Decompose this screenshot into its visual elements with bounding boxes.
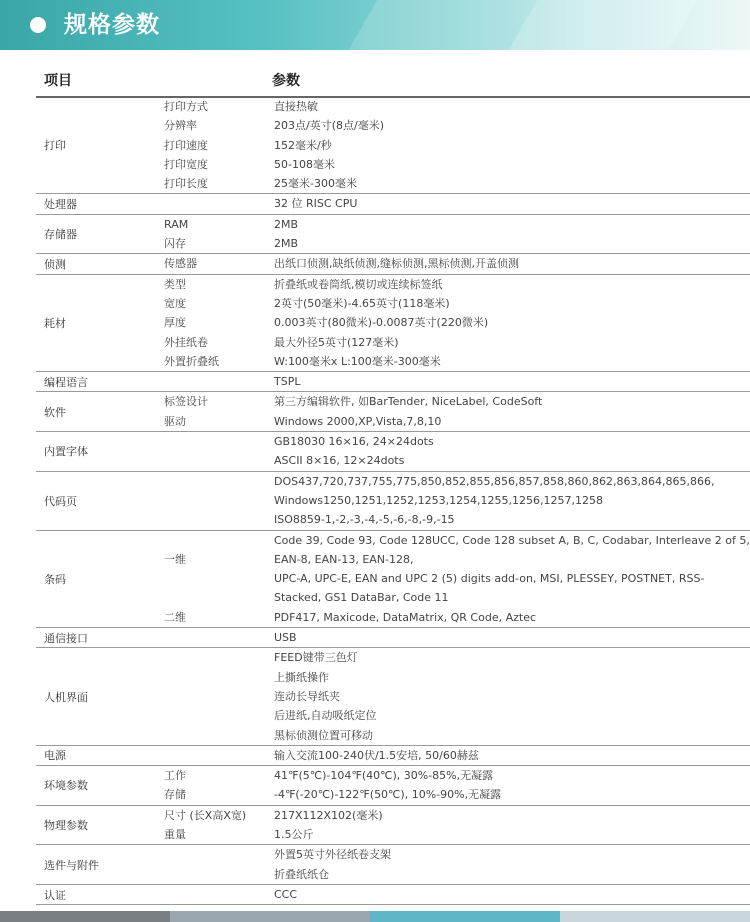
spec-subitem: 重量 bbox=[164, 827, 186, 841]
spec-category: 通信接口 bbox=[44, 631, 88, 645]
spec-group bbox=[36, 845, 750, 885]
spec-group bbox=[36, 215, 750, 255]
spec-value: 203点/英寸(8点/毫米) bbox=[274, 119, 384, 133]
spec-value: 黑标侦测位置可移动 bbox=[274, 728, 373, 742]
spec-group bbox=[36, 392, 750, 432]
spec-row bbox=[36, 116, 750, 135]
spec-row bbox=[36, 845, 750, 864]
spec-row bbox=[36, 628, 750, 647]
column-header-param: 参数 bbox=[272, 73, 300, 89]
spec-subitem: 驱动 bbox=[164, 414, 186, 428]
spec-row bbox=[36, 865, 750, 884]
spec-row bbox=[36, 254, 750, 273]
spec-row bbox=[36, 885, 750, 904]
spec-subitem: 打印宽度 bbox=[164, 157, 208, 171]
spec-value: 25毫米-300毫米 bbox=[274, 177, 357, 191]
spec-row bbox=[36, 174, 750, 193]
spec-group bbox=[36, 806, 750, 846]
spec-row bbox=[36, 531, 750, 550]
spec-value: 出纸口侦测,缺纸侦测,缝标侦测,黑标侦测,开盖侦测 bbox=[274, 257, 519, 271]
section-banner bbox=[0, 0, 750, 50]
spec-value: PDF417, Maxicode, DataMatrix, QR Code, Aztec bbox=[274, 610, 537, 624]
spec-category: 内置字体 bbox=[44, 445, 88, 459]
spec-subitem: 一维 bbox=[164, 552, 186, 566]
spec-subitem: 二维 bbox=[164, 610, 186, 624]
spec-category: 打印 bbox=[44, 139, 66, 153]
spec-value: ASCII 8×16, 12×24dots bbox=[274, 454, 405, 468]
spec-value: CCC bbox=[274, 887, 298, 901]
spec-row bbox=[36, 136, 750, 155]
section-title: 规格参数 bbox=[64, 12, 160, 38]
spec-row bbox=[36, 588, 750, 607]
spec-row bbox=[36, 806, 750, 825]
spec-group bbox=[36, 628, 750, 648]
spec-value: 41℉(5℃)-104℉(40℃), 30%-85%,无凝露 bbox=[274, 769, 494, 783]
spec-subitem: 分辨率 bbox=[164, 119, 197, 133]
spec-category: 存储器 bbox=[44, 228, 77, 242]
spec-group bbox=[36, 97, 750, 194]
spec-row bbox=[36, 472, 750, 491]
spec-subitem: 标签设计 bbox=[164, 395, 208, 409]
spec-row bbox=[36, 550, 750, 569]
spec-value: ISO8859-1,-2,-3,-4,-5,-6,-8,-9,-15 bbox=[274, 513, 455, 527]
footer-segment bbox=[370, 911, 560, 922]
spec-category: 编程语言 bbox=[44, 375, 88, 389]
spec-row bbox=[36, 275, 750, 294]
spec-value: 外置5英寸外径纸卷支架 bbox=[274, 848, 391, 862]
spec-subitem: 外挂纸卷 bbox=[164, 335, 208, 349]
spec-row bbox=[36, 668, 750, 687]
spec-value: 2英寸(50毫米)-4.65英寸(118毫米) bbox=[274, 296, 450, 310]
spec-value: 2MB bbox=[274, 217, 299, 231]
spec-row bbox=[36, 726, 750, 745]
spec-category: 处理器 bbox=[44, 198, 77, 212]
spec-value: TSPL bbox=[274, 375, 301, 389]
spec-row bbox=[36, 333, 750, 352]
spec-category: 选件与附件 bbox=[44, 858, 99, 872]
spec-value: 最大外径5英寸(127毫米) bbox=[274, 335, 399, 349]
spec-row bbox=[36, 412, 750, 431]
spec-value: EAN-8, EAN-13, EAN-128, bbox=[274, 552, 414, 566]
spec-row bbox=[36, 215, 750, 234]
spec-row bbox=[36, 706, 750, 725]
spec-subitem: 类型 bbox=[164, 277, 186, 291]
spec-subitem: 闪存 bbox=[164, 237, 186, 251]
spec-value: -4℉(-20℃)-122℉(50℃), 10%-90%,无凝露 bbox=[274, 788, 502, 802]
spec-value: 连动长导纸夹 bbox=[274, 689, 340, 703]
spec-category: 环境参数 bbox=[44, 779, 88, 793]
spec-subitem: 打印长度 bbox=[164, 177, 208, 191]
spec-row bbox=[36, 648, 750, 667]
spec-value: W:100毫米x L:100毫米-300毫米 bbox=[274, 354, 441, 368]
spec-category: 软件 bbox=[44, 405, 66, 419]
spec-subitem: 工作 bbox=[164, 769, 186, 783]
spec-row bbox=[36, 825, 750, 844]
bullet-dot-icon bbox=[30, 17, 46, 33]
spec-subitem: 打印方式 bbox=[164, 100, 208, 113]
footer-bar bbox=[0, 911, 750, 922]
spec-value: 0.003英寸(80微米)-0.0087英寸(220微米) bbox=[274, 316, 489, 330]
spec-row bbox=[36, 766, 750, 785]
spec-subitem: 宽度 bbox=[164, 296, 186, 310]
footer-segment bbox=[0, 911, 170, 922]
spec-value: Stacked, GS1 DataBar, Code 11 bbox=[274, 591, 449, 605]
spec-value: UPC-A, UPC-E, EAN and UPC 2 (5) digits add-on, MSI, PLESSEY, POSTNET, RSS- bbox=[274, 572, 705, 586]
spec-row bbox=[36, 510, 750, 529]
spec-row bbox=[36, 451, 750, 470]
spec-value: 50-108毫米 bbox=[274, 157, 335, 171]
spec-table bbox=[36, 97, 750, 905]
spec-subitem: 打印速度 bbox=[164, 138, 208, 152]
spec-row bbox=[36, 294, 750, 313]
spec-row bbox=[36, 97, 750, 116]
spec-value: 32 位 RISC CPU bbox=[274, 197, 358, 211]
spec-category: 电源 bbox=[44, 749, 66, 763]
spec-value: GB18030 16×16, 24×24dots bbox=[274, 435, 434, 449]
spec-value: 输入交流100-240伏/1.5安培, 50/60赫兹 bbox=[274, 748, 479, 762]
spec-group bbox=[36, 472, 750, 531]
spec-row bbox=[36, 608, 750, 627]
spec-category: 代码页 bbox=[44, 494, 77, 508]
spec-subitem: 外置折叠纸 bbox=[164, 354, 219, 368]
spec-value: 1.5公斤 bbox=[274, 827, 314, 841]
spec-row bbox=[36, 432, 750, 451]
spec-value: Windows 2000,XP,Vista,7,8,10 bbox=[274, 414, 442, 428]
spec-row bbox=[36, 313, 750, 332]
spec-row bbox=[36, 372, 750, 391]
spec-value: 直接热敏 bbox=[274, 100, 318, 113]
column-header-item: 项目 bbox=[44, 73, 72, 89]
spec-category: 侦测 bbox=[44, 258, 66, 272]
spec-subitem: 存储 bbox=[164, 788, 186, 802]
spec-row bbox=[36, 569, 750, 588]
spec-category: 人机界面 bbox=[44, 690, 88, 704]
spec-category: 物理参数 bbox=[44, 818, 88, 832]
spec-value: USB bbox=[274, 631, 297, 645]
spec-row bbox=[36, 785, 750, 804]
spec-value: FEED键带三色灯 bbox=[274, 651, 358, 665]
spec-value: 折叠纸纸仓 bbox=[274, 867, 329, 881]
spec-row bbox=[36, 155, 750, 174]
spec-subitem: 尺寸 (长X高X宽) bbox=[164, 808, 247, 822]
spec-group bbox=[36, 372, 750, 392]
spec-group bbox=[36, 648, 750, 745]
spec-value: 2MB bbox=[274, 237, 299, 251]
spec-value: 152毫米/秒 bbox=[274, 138, 332, 152]
spec-value: DOS437,720,737,755,775,850,852,855,856,857,858,860,862,863,864,865,866, bbox=[274, 474, 715, 488]
spec-value: 后进纸,自动吸纸定位 bbox=[274, 709, 377, 723]
spec-value: 第三方编辑软件, 如BarTender, NiceLabel, CodeSoft bbox=[274, 395, 543, 409]
spec-value: 217X112X102(毫米) bbox=[274, 808, 383, 822]
spec-category: 认证 bbox=[44, 888, 66, 902]
spec-value: 折叠纸或卷筒纸,模切或连续标签纸 bbox=[274, 277, 443, 291]
spec-row bbox=[36, 392, 750, 411]
footer-segment bbox=[170, 911, 370, 922]
spec-value: Windows1250,1251,1252,1253,1254,1255,1256,1257,1258 bbox=[274, 493, 604, 507]
spec-group bbox=[36, 885, 750, 905]
table-header bbox=[36, 66, 750, 96]
spec-group bbox=[36, 254, 750, 274]
spec-row bbox=[36, 687, 750, 706]
spec-row bbox=[36, 746, 750, 765]
spec-subitem: 厚度 bbox=[164, 316, 186, 330]
spec-row bbox=[36, 234, 750, 253]
spec-row bbox=[36, 194, 750, 213]
spec-group bbox=[36, 194, 750, 214]
spec-category: 条码 bbox=[44, 572, 66, 586]
spec-subitem: RAM bbox=[164, 217, 189, 231]
spec-group bbox=[36, 432, 750, 472]
spec-row bbox=[36, 491, 750, 510]
footer-segment bbox=[560, 911, 750, 922]
spec-group bbox=[36, 275, 750, 372]
spec-category: 耗材 bbox=[44, 316, 66, 330]
spec-value: 上撕纸操作 bbox=[274, 670, 329, 684]
spec-row bbox=[36, 352, 750, 371]
spec-group bbox=[36, 766, 750, 806]
spec-value: Code 39, Code 93, Code 128UCC, Code 128 subset A, B, C, Codabar, Interleave 2 of 5, bbox=[274, 533, 750, 547]
spec-group bbox=[36, 746, 750, 766]
spec-subitem: 传感器 bbox=[164, 257, 197, 271]
spec-group bbox=[36, 531, 750, 628]
